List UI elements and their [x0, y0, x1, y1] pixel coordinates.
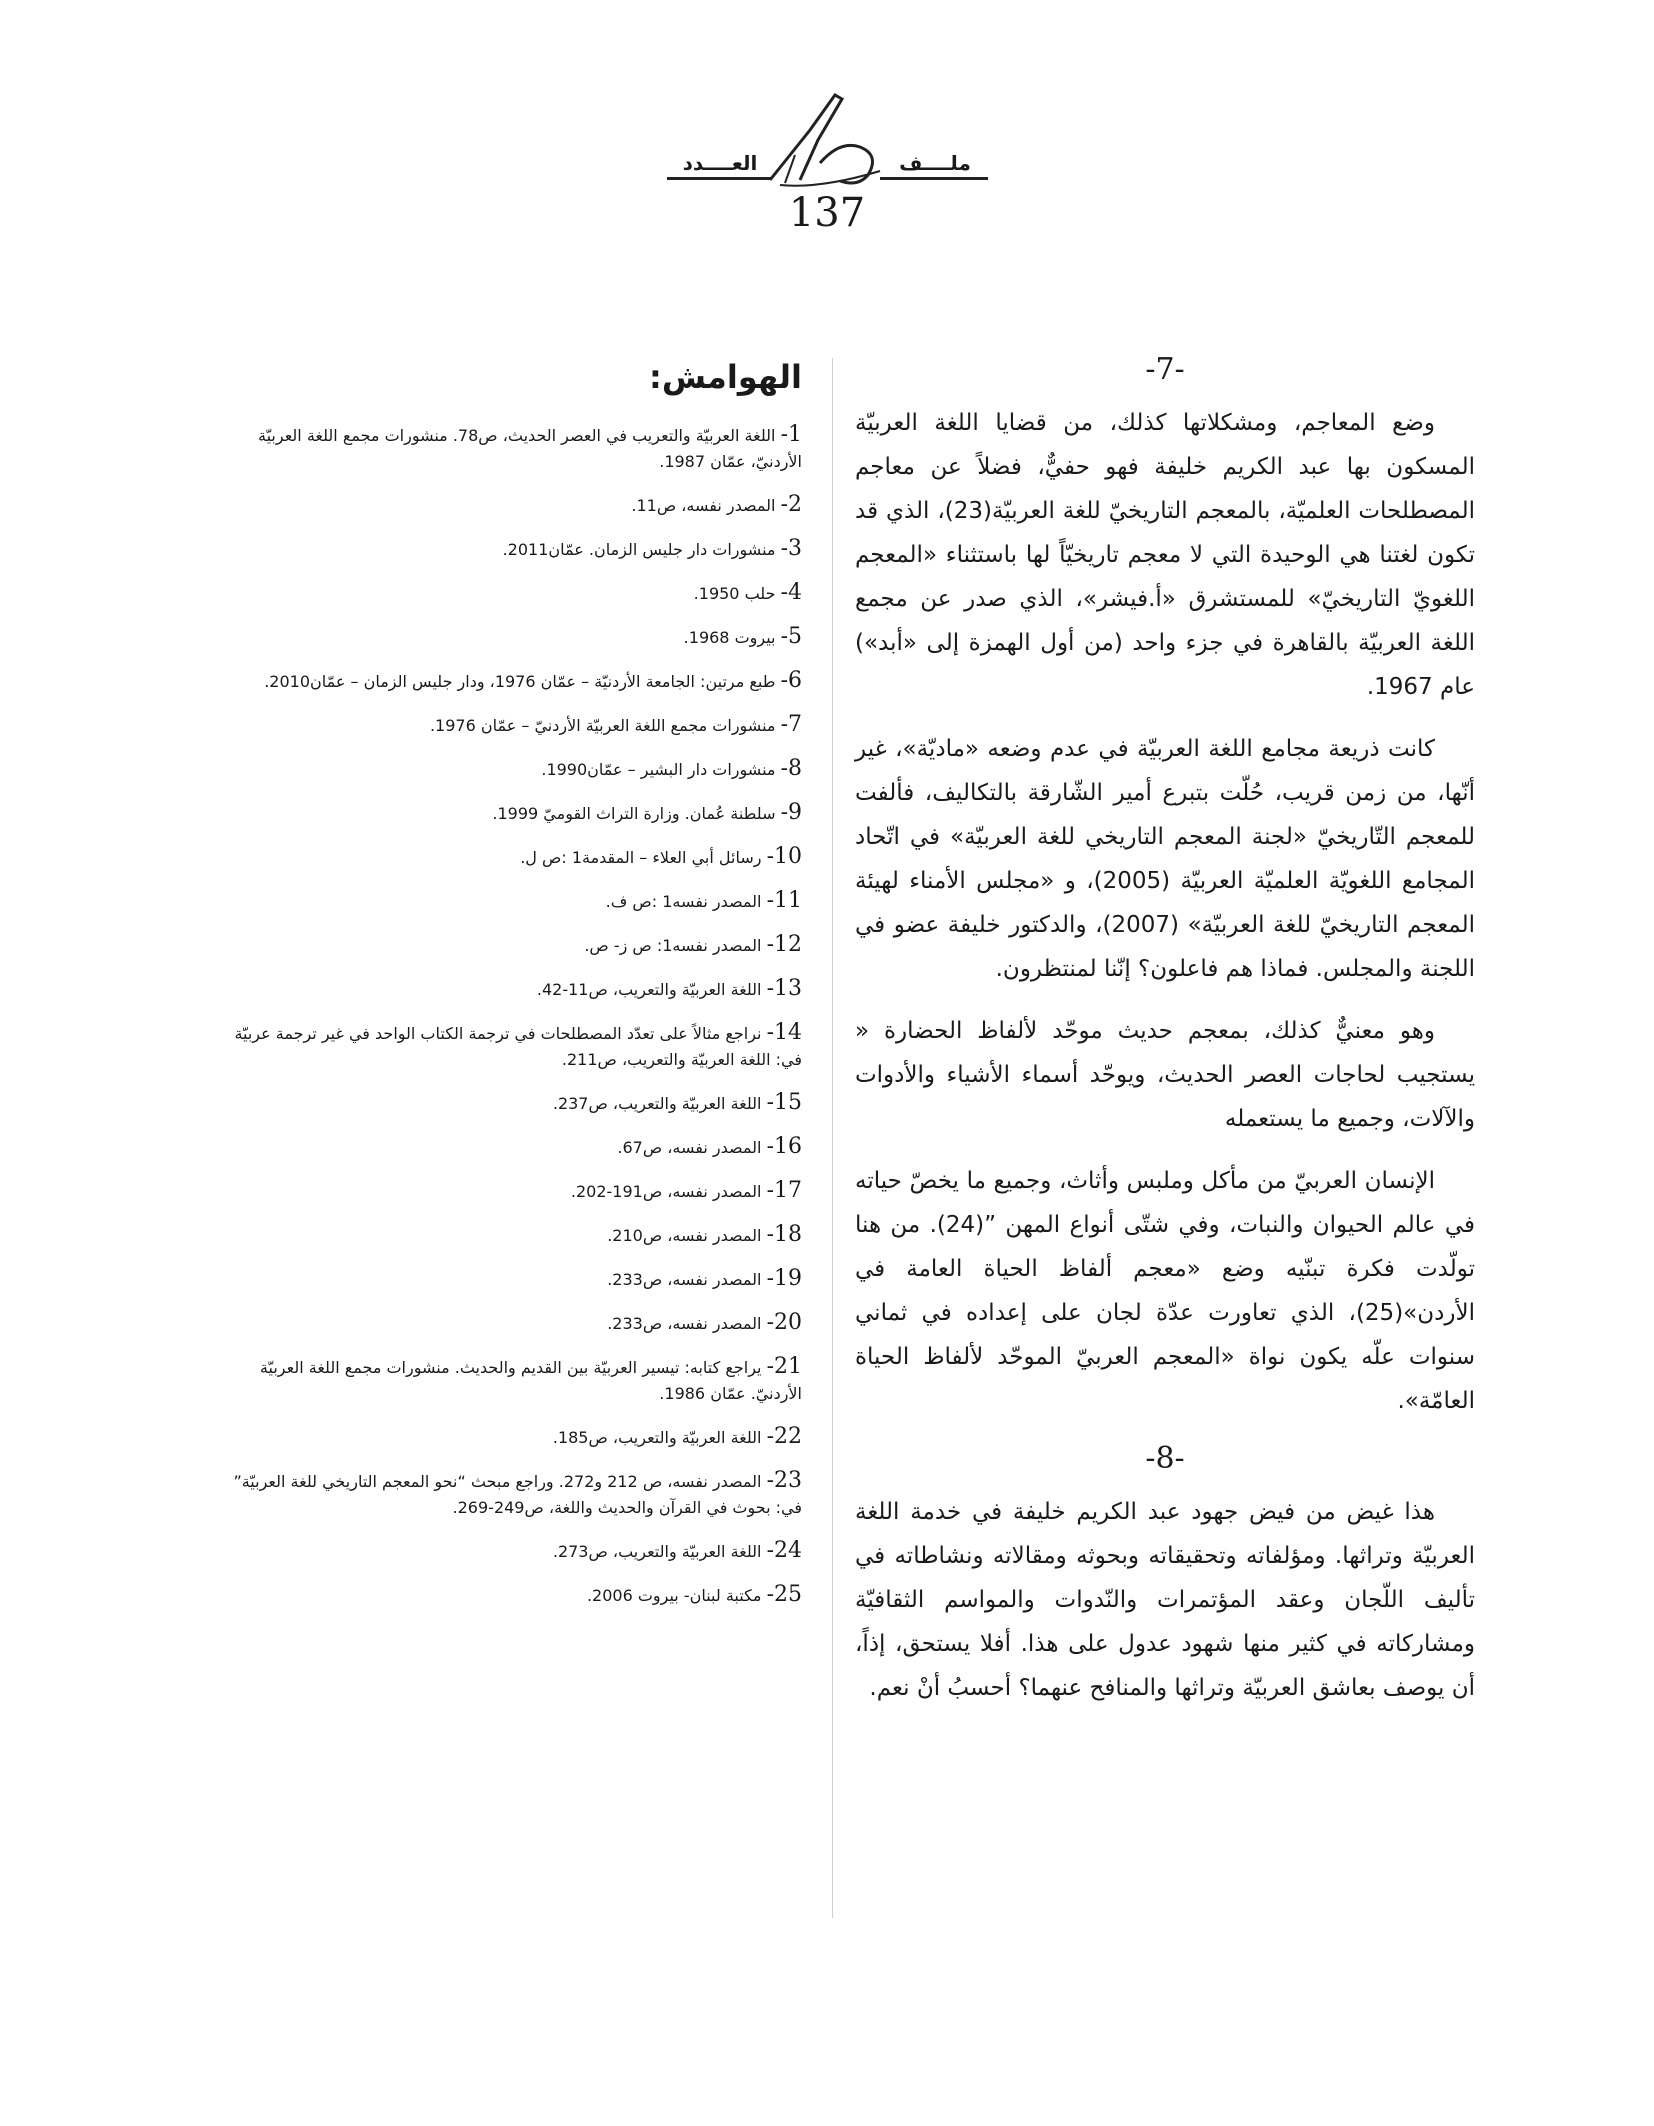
paragraph: وضع المعاجم، ومشكلاتها كذلك، من قضايا اللغة العربيّة المسكون بها عبد الكريم خليفة فهو حفيٌّ، فضلاً عن معاجم المصطلحات العلميّة، بالمعجم التاريخيّ للغة العربيّة(23)، الذي قد تكون لغتنا هي الوحيدة التي لا معجم تاريخيّاً لها باستثناء «المعجم اللغويّ التاريخيّ» للمستشرق «أ.فيشر»، الذي صدر عن مجمع اللغة العربيّة بالقاهرة في جزء واحد (من أول الهمزة إلى «أبد») عام 1967. [855, 410, 1475, 700]
footnote-item [210, 536, 802, 563]
footnotes-list [210, 422, 802, 1609]
footnote-text: المصدر نفسه، ص210. [607, 1226, 767, 1245]
footnote-item [210, 888, 802, 915]
footnote-number: 15- [766, 1090, 802, 1115]
paragraph: هذا غيض من فيض جهود عبد الكريم خليفة في خدمة اللغة العربيّة وتراثها. ومؤلفاته وتحقيقاته وبحوثه ومقالاته ونشاطاته في تأليف اللّجان وعقد المؤتمرات والنّدوات والمواسم الثقافيّة ومشاركاته في كثير منها شهود عدول على هذا. أفلا يستحق، إذاً، أن يوصف بعاشق العربيّة وتراثها والمنافح عنهما؟ أحسبُ أنْ نعم. [855, 1499, 1475, 1701]
footnote-number: 1- [780, 422, 802, 447]
footnote-text: منشورات دار البشير – عمّان1990. [541, 760, 781, 779]
footnote-number: 8- [780, 756, 802, 781]
footnote-number: 12- [766, 932, 802, 957]
main-text-column [855, 352, 1475, 1728]
footnote-number: 18- [766, 1222, 802, 1247]
paragraph: الإنسان العربيّ من مأكل وملبس وأثاث، وجميع ما يخصّ حياته في عالم الحيوان والنبات، وفي شتّى أنواع المهن ”(24). من هنا تولّدت فكرة تبنّيه وضع «معجم ألفاظ الحياة العامة في الأردن»(25)، الذي تعاورت عدّة لجان على إعداده في ثماني سنوات علّه يكون نواة «المعجم العربيّ الموحّد لألفاظ الحياة العامّة». [855, 1168, 1476, 1414]
footnote-text: طبع مرتين: الجامعة الأردنيّة – عمّان 1976، ودار جليس الزمان – عمّان2010. [264, 672, 781, 691]
footnote-text: المصدر نفسه1: ص ز- ص. [584, 936, 767, 955]
footnote-item [210, 1424, 802, 1451]
footnote-number: 22- [766, 1424, 802, 1449]
footnote-text: المصدر نفسه، ص 212 و272. وراجع مبحث “نحو المعجم التاريخي للغة العربيّة” في: بحوث في القرآن والحديث واللغة، ص249-269. [233, 1472, 802, 1517]
footnote-number: 17- [766, 1178, 802, 1203]
footnote-item [210, 844, 802, 871]
page-header [0, 85, 1654, 245]
footnote-item [210, 976, 802, 1003]
footnote-text: مكتبة لبنان- بيروت 2006. [586, 1586, 767, 1605]
paragraph: وهو معنيٌّ كذلك، بمعجم حديث موحّد لألفاظ الحضارة « يستجيب لحاجات العصر الحديث، ويوحّد أسماء الأشياء والأدوات والآلات، وجميع ما يستعمله [855, 1018, 1475, 1132]
footnote-text: بيروت 1968. [683, 628, 781, 647]
footnote-text: سلطنة عُمان. وزارة التراث القوميّ 1999. [492, 804, 781, 823]
footnote-number: 11- [766, 888, 802, 913]
footnote-text: المصدر نفسه1 :ص ف. [605, 892, 767, 911]
footnote-item [210, 1538, 802, 1565]
footnote-item [210, 580, 802, 607]
footnote-item [210, 422, 802, 475]
footnote-item [210, 624, 802, 651]
footnote-number: 24- [766, 1538, 802, 1563]
footnote-item [210, 1020, 802, 1073]
footnote-item [210, 492, 802, 519]
footnote-text: اللغة العربيّة والتعريب، ص185. [552, 1428, 767, 1447]
footnote-text: منشورات دار جليس الزمان. عمّان2011. [502, 540, 781, 559]
footnote-text: اللغة العربيّة والتعريب، ص273. [552, 1542, 767, 1561]
footnote-text: المصدر نفسه، ص191-202. [570, 1182, 767, 1201]
footnote-number: 14- [766, 1020, 802, 1045]
footnote-number: 7- [780, 712, 802, 737]
footnote-item [210, 756, 802, 783]
footnote-item [210, 800, 802, 827]
footnote-number: 19- [766, 1266, 802, 1291]
column-divider [832, 358, 833, 1918]
footnote-text: اللغة العربيّة والتعريب، ص11-42. [536, 980, 767, 999]
footnote-item [210, 932, 802, 959]
footnote-item [210, 1090, 802, 1117]
footnote-text: منشورات مجمع اللغة العربيّة الأردنيّ – عمّان 1976. [429, 716, 781, 735]
footnote-number: 16- [766, 1134, 802, 1159]
header-label-issue: العــــدد [682, 151, 758, 175]
section-8 [855, 1441, 1475, 1710]
footnote-number: 5- [780, 624, 802, 649]
footnote-item [210, 1468, 802, 1521]
footnotes-title: الهوامش: [649, 358, 802, 396]
footnote-item [210, 668, 802, 695]
footnote-text: المصدر نفسه، ص233. [607, 1270, 767, 1289]
footnote-number: 21- [766, 1354, 802, 1379]
page-number: 137 [788, 190, 866, 236]
footnotes-column [210, 358, 802, 1626]
footnote-number: 23- [766, 1468, 802, 1493]
footnote-number: 2- [780, 492, 802, 517]
footnote-number: 9- [780, 800, 802, 825]
section-number: -8- [1145, 1441, 1185, 1476]
footnote-number: 3- [780, 536, 802, 561]
footnote-item [210, 712, 802, 739]
footnote-text: حلب 1950. [693, 584, 781, 603]
footnote-item [210, 1134, 802, 1161]
footnote-text: المصدر نفسه، ص11. [631, 496, 781, 515]
footnote-number: 25- [766, 1582, 802, 1607]
footnote-number: 13- [766, 976, 802, 1001]
footnote-number: 6- [780, 668, 802, 693]
footnote-item [210, 1582, 802, 1609]
footnote-item [210, 1266, 802, 1293]
footnote-item [210, 1310, 802, 1337]
footnote-item [210, 1178, 802, 1205]
header-rule-right [880, 177, 988, 180]
footnote-item [210, 1222, 802, 1249]
footnote-text: المصدر نفسه، ص67. [617, 1138, 767, 1157]
paragraph: كانت ذريعة مجامع اللغة العربيّة في عدم وضعه «ماديّة»، غير أنّها، من زمن قريب، حُلّت بتبرع أمير الشّارقة بالتكاليف، فألفت للمعجم التّاريخيّ «لجنة المعجم التاريخي للغة العربيّة» في اتّحاد المجامع اللغويّة العلميّة العربيّة (2005)، و «مجلس الأمناء لهيئة المعجم التاريخيّ للغة العربيّة» (2007)، والدكتور خليفة عضو في اللجنة والمجلس. فماذا هم فاعلون؟ إنّنا لمنتظرون. [855, 736, 1475, 982]
footnote-number: 4- [780, 580, 802, 605]
footnote-text: نراجع مثالاً على تعدّد المصطلحات في ترجمة الكتاب الواحد في غير ترجمة عربيّة في: اللغة العربيّة والتعريب، ص211. [234, 1024, 802, 1069]
footnote-number: 20- [766, 1310, 802, 1335]
footnote-text: المصدر نفسه، ص233. [607, 1314, 767, 1333]
footnote-item [210, 1354, 802, 1407]
footnote-text: اللغة العربيّة والتعريب في العصر الحديث، ص78. منشورات مجمع اللغة العربيّة الأردنيّ، عمّان 1987. [258, 426, 802, 471]
section-7 [855, 352, 1475, 1423]
footnote-number: 10- [766, 844, 802, 869]
footnote-text: يراجع كتابه: تيسير العربيّة بين القديم والحديث. منشورات مجمع اللغة العربيّة الأردنيّ. عمّان 1986. [259, 1358, 802, 1403]
header-label-file: ملــــف [899, 151, 971, 175]
footnote-text: اللغة العربيّة والتعريب، ص237. [552, 1094, 767, 1113]
section-number: -7- [1145, 352, 1185, 387]
footnote-text: رسائل أبي العلاء – المقدمة1 :ص ل. [520, 848, 767, 867]
